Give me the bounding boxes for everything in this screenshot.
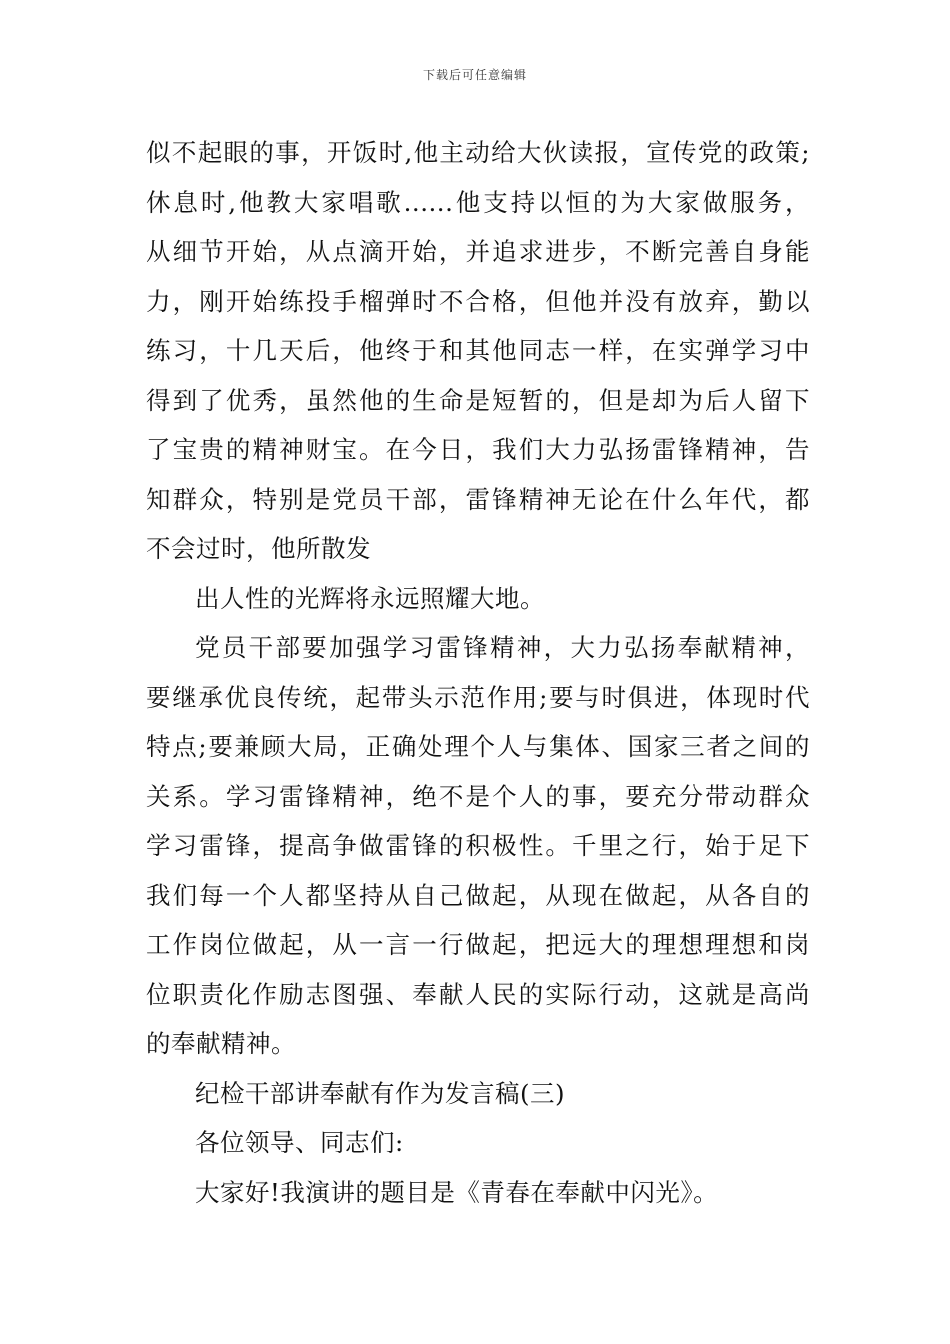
text-line: 纪检干部讲奉献有作为发言稿(三)	[195, 1078, 566, 1108]
text-line: 学习雷锋，提高争做雷锋的积极性。千里之行，始于足下	[146, 831, 810, 860]
text-line: 我们每一个人都坚持从自己做起，从现在做起，从各自的	[146, 880, 810, 910]
text-line: 知群众，特别是党员干部，雷锋精神无论在什么年代，都	[146, 484, 810, 514]
text-line: 从细节开始，从点滴开始，并追求进步，不断完善自身能	[146, 237, 810, 266]
text-line: 各位领导、同志们:	[195, 1128, 404, 1157]
text-line: 要继承优良传统，起带头示范作用;要与时俱进，体现时代	[146, 682, 810, 712]
text-line: 关系。学习雷锋精神，绝不是个人的事，要充分带动群众	[146, 781, 810, 811]
text-line: 工作岗位做起，从一言一行做起，把远大的理想理想和岗	[146, 930, 810, 959]
text-line: 位职责化作励志图强、奉献人民的实际行动，这就是高尚	[146, 979, 810, 1009]
text-line: 练习，十几天后，他终于和其他同志一样，在实弹学习中	[146, 336, 810, 365]
text-line: 休息时,他教大家唱歌......他支持以恒的为大家做服务，	[146, 187, 810, 217]
text-line: 不会过时，他所散发	[146, 534, 371, 563]
text-line: 党员干部要加强学习雷锋精神，大力弘扬奉献精神，	[195, 633, 810, 662]
text-line: 了宝贵的精神财宝。在今日，我们大力弘扬雷锋精神，告	[146, 435, 810, 464]
text-line: 特点;要兼顾大局，正确处理个人与集体、国家三者之间的	[146, 732, 810, 761]
page-header: 下载后可任意编辑	[422, 68, 527, 82]
text-line: 的奉献精神。	[146, 1029, 296, 1058]
text-line: 大家好!我演讲的题目是《青春在奉献中闪光》。	[195, 1177, 719, 1207]
text-line: 似不起眼的事，开饭时,他主动给大伙读报，宣传党的政策;	[146, 138, 810, 167]
text-line: 得到了优秀，虽然他的生命是短暂的，但是却为后人留下	[146, 385, 810, 415]
text-line: 力，刚开始练投手榴弹时不合格，但他并没有放弃，勤以	[146, 286, 810, 316]
body-text	[146, 128, 810, 1217]
text-line: 出人性的光辉将永远照耀大地。	[195, 583, 545, 613]
